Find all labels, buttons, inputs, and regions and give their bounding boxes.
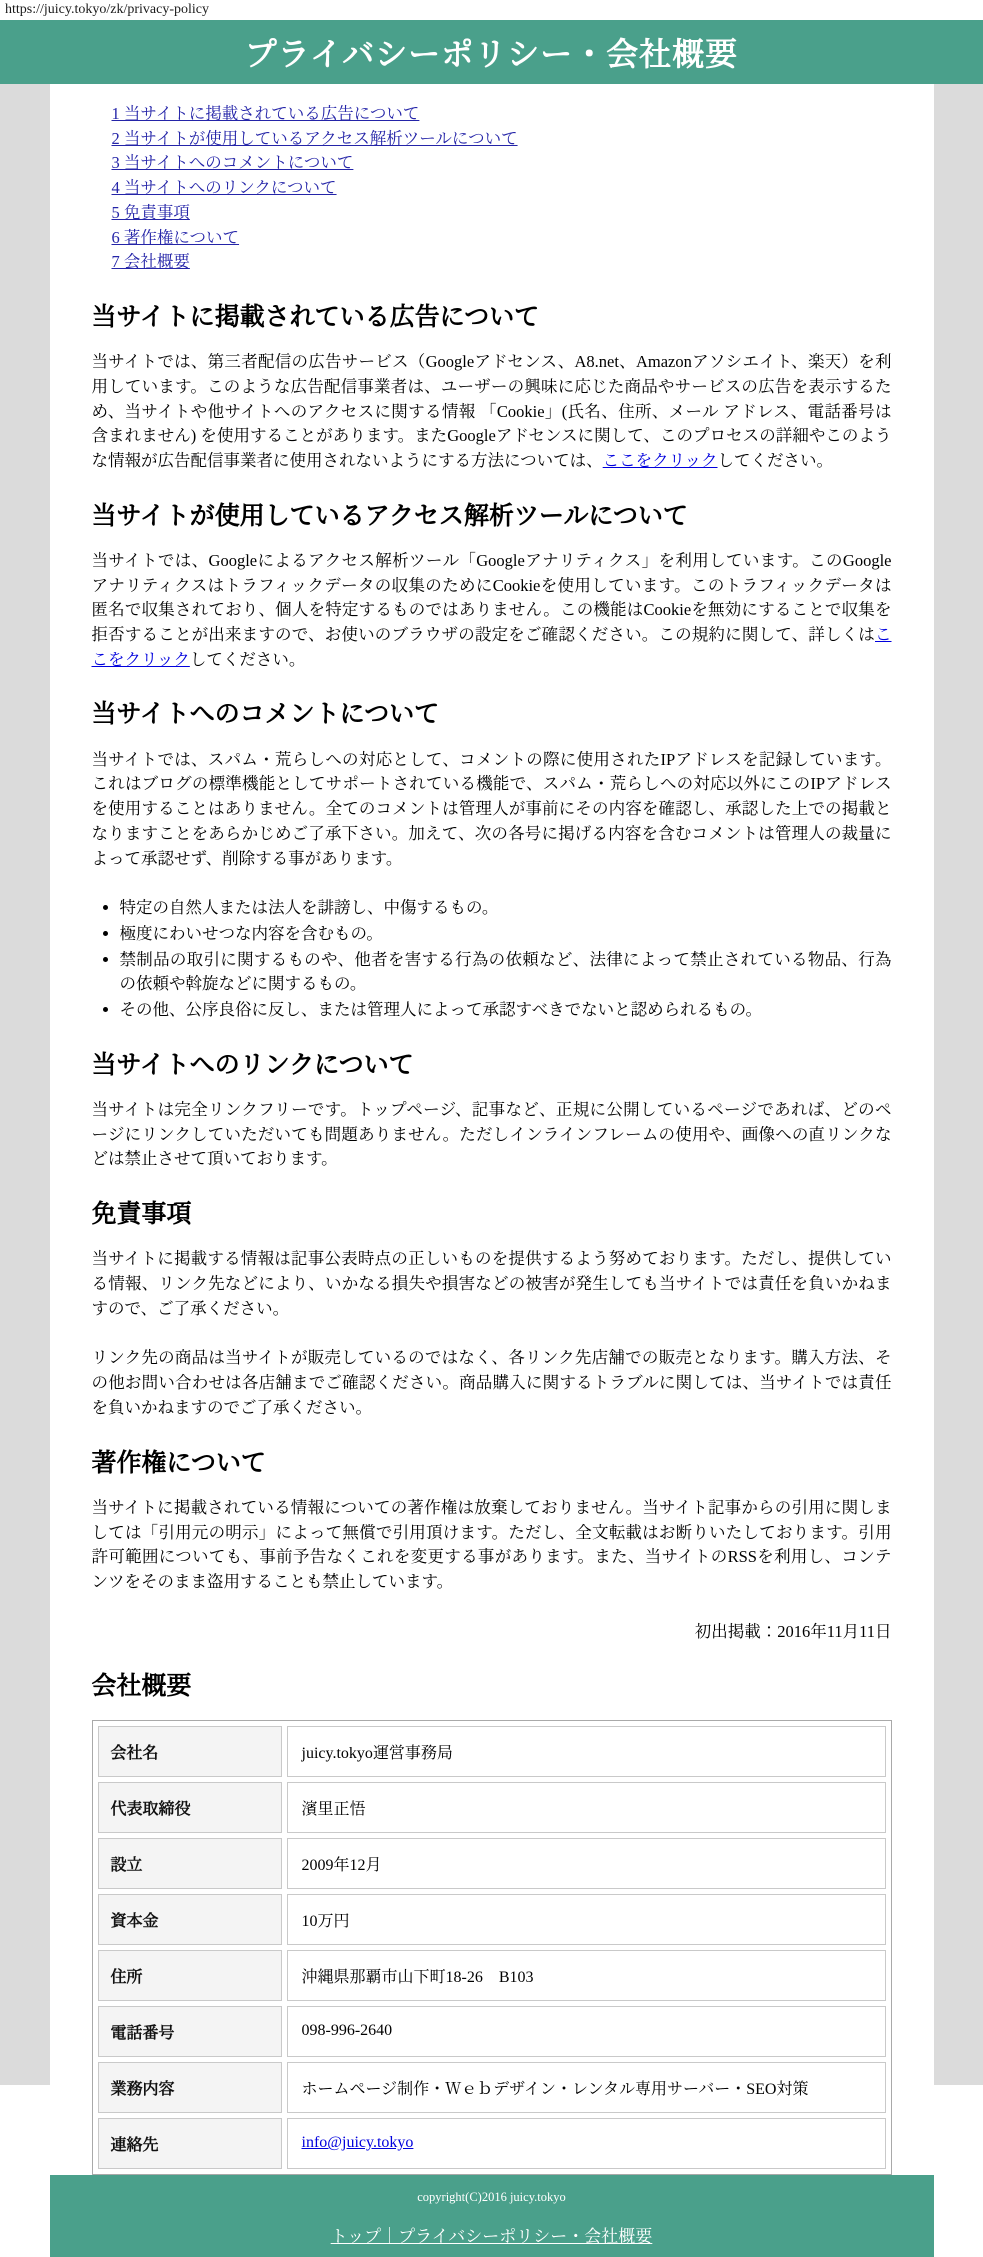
section-analytics-heading: 当サイトが使用しているアクセス解析ツールについて: [91, 501, 689, 530]
toc-link-analytics[interactable]: 2 当サイトが使用しているアクセス解析ツールについて: [111, 128, 518, 148]
toc-link-company[interactable]: 7 会社概要: [111, 252, 190, 272]
analytics-terms-link[interactable]: ここをクリック: [91, 625, 892, 669]
comment-rules-list: [92, 896, 892, 1023]
table-row: [98, 2118, 886, 2169]
company-contact-cell: [287, 2118, 886, 2169]
section-comments-heading: 当サイトへのコメントについて: [91, 700, 440, 729]
company-address-value: 沖縄県那覇市山下町18-26 B103: [287, 1950, 886, 2001]
section-analytics-body: [92, 549, 892, 673]
footer-nav: [50, 2222, 934, 2247]
company-info-table: [92, 1720, 892, 2175]
section-company-heading: 会社概要: [91, 1672, 192, 1701]
main-content: [50, 84, 934, 2175]
url-text: https://juicy.tokyo/zk/privacy-policy: [5, 2, 209, 17]
ads-optout-link[interactable]: ここをクリック: [602, 450, 718, 470]
table-row: [98, 1894, 886, 1945]
comment-rule-item: • 極度にわいせつな内容を含むもの。: [120, 922, 892, 947]
toc-link-links[interactable]: 4 当サイトへのリンクについて: [111, 178, 337, 198]
toc-link-comments[interactable]: 3 当サイトへのコメントについて: [111, 153, 354, 173]
company-name-value: juicy.tokyo運営事務局: [287, 1726, 886, 1777]
company-ceo-label: 代表取締役: [98, 1782, 282, 1833]
section-copyright: [92, 1448, 892, 1645]
comment-rule-item: • 禁制品の取引に関するものや、他者を害する行為の依頼など、法律によって禁止されている物品、行為の依頼や斡旋などに関するもの。: [120, 948, 892, 997]
table-row: [98, 1838, 886, 1889]
section-disclaimer: [92, 1199, 892, 1420]
company-founded-value: 2009年12月: [287, 1838, 886, 1889]
toc-link-copyright[interactable]: 6 著作権について: [111, 227, 240, 247]
company-capital-value: 10万円: [287, 1894, 886, 1945]
section-analytics: [92, 501, 892, 673]
section-copyright-body: 当サイトに掲載されている情報についての著作権は放棄しておりません。当サイト記事からの引用に関しましては「引用元の明示」によって無償で引用頂けます。ただし、全文転載はお断りいたしております。引用許可範囲についても、事前予告なくこれを変更する事があります。また、当サイトのRSSを利用し、コンテンツをそのまま盗用することも禁止しています。: [91, 1497, 892, 1591]
table-row: [98, 2062, 886, 2113]
company-name-label: 会社名: [98, 1726, 282, 1777]
footer-nav-link[interactable]: トップ｜プライバシーポリシー・会社概要: [330, 2226, 653, 2246]
page-wrapper: [50, 84, 934, 2246]
section-disclaimer-body1: 当サイトに掲載する情報は記事公表時点の正しいものを提供するよう努めております。ただし、提供している情報、リンク先などにより、いかなる損失や損害などの被害が発生しても当サイトでは責任を負いかねますので、ご了承ください。: [91, 1249, 892, 1318]
section-ads-body: [92, 350, 892, 474]
company-phone-label: 電話番号: [98, 2006, 282, 2057]
table-row: [98, 1726, 886, 1777]
company-phone-value: 098-996-2640: [287, 2006, 886, 2057]
url-bar: [0, 0, 983, 20]
company-services-value: ホームページ制作・Ｗｅｂデザイン・レンタル専用サーバー・SEO対策: [287, 2062, 886, 2113]
section-disclaimer-heading: 免責事項: [91, 1200, 192, 1229]
section-copyright-heading: 著作権について: [91, 1448, 267, 1477]
page-title: プライバシーポリシー・会社概要: [244, 36, 739, 72]
table-row: [98, 2006, 886, 2057]
site-header: [0, 20, 983, 84]
toc-link-ads[interactable]: 1 当サイトに掲載されている広告について: [111, 104, 420, 123]
section-analytics-text-after: してください。: [189, 649, 306, 669]
company-capital-label: 資本金: [98, 1894, 282, 1945]
table-row: [98, 1950, 886, 2001]
company-services-label: 業務内容: [98, 2062, 282, 2113]
section-ads: [92, 302, 892, 474]
toc-link-disclaimer[interactable]: 5 免責事項: [111, 202, 190, 222]
contact-email-link[interactable]: info@juicy.tokyo: [301, 2134, 414, 2152]
section-ads-heading: 当サイトに掲載されている広告について: [91, 302, 540, 331]
section-links: [92, 1050, 892, 1172]
footer-copyright: copyright(C)2016 juicy.tokyo: [417, 2189, 566, 2204]
table-row: [98, 1782, 886, 1833]
comment-rule-item: • 特定の自然人または法人を誹謗し、中傷するもの。: [120, 896, 892, 921]
section-ads-text: 当サイトでは、第三者配信の広告サービス（Googleアドセンス、A8.net、Amazonアソシエイト、楽天）を利用しています。このような広告配信事業者は、ユーザーの興味に応じた商品やサービスの広告を表示するため、当サイトや他サイトへのアクセスに関する情報 「Cookie」(氏名、住所、メール アドレス、電話番号は含まれません) を使用することがあります。またGoogleアドセンスに関して、このプロセスの詳細やこのような情報が広告配信事業者に使用されないようにする方法については、: [91, 352, 892, 470]
company-contact-label: 連絡先: [98, 2118, 282, 2169]
section-ads-text-after: してください。: [717, 450, 834, 470]
section-comments-body: 当サイトでは、スパム・荒らしへの対応として、コメントの際に使用されたIPアドレスを記録しています。これはブログの標準機能としてサポートされている機能で、スパム・荒らしへの対応以外にこのIPアドレスを使用することはありません。全てのコメントは管理人が事前にその内容を確認し、承認した上での掲載となりますことをあらかじめご了承下さい。加えて、次の各号に掲げる内容を含むコメントは管理人の裁量によって承認せず、削除する事があります。: [91, 749, 892, 868]
section-analytics-text: 当サイトでは、Googleによるアクセス解析ツール「Googleアナリティクス」を利用しています。このGoogleアナリティクスはトラフィックデータの収集のためにCookieを使用しています。このトラフィックデータは匿名で収集されており、個人を特定するものではありません。この機能はCookieを無効にすることで収集を拒否することが出来ますので、お使いのブラウザの設定をご確認ください。この規約に関して、詳しくは: [91, 550, 892, 645]
section-company: [92, 1671, 892, 2174]
table-of-contents: [112, 102, 892, 275]
section-disclaimer-body2: リンク先の商品は当サイトが販売しているのではなく、各リンク先店舗での販売となります。購入方法、その他お問い合わせは各店舗までご確認ください。商品購入に関するトラブルに関しては、当サイトでは責任を負いかねますのでご了承ください。: [91, 1348, 892, 1417]
section-links-body: 当サイトは完全リンクフリーです。トップページ、記事など、正規に公開しているページであれば、どのページにリンクしていただいても問題ありません。ただしインラインフレームの使用や、画像への直リンクなどは禁止させて頂いております。: [91, 1099, 892, 1169]
section-comments: [92, 699, 892, 1022]
company-address-label: 住所: [98, 1950, 282, 2001]
company-founded-label: 設立: [98, 1838, 282, 1889]
section-links-heading: 当サイトへのリンクについて: [91, 1050, 414, 1079]
first-published-date: 初出掲載：2016年11月11日: [694, 1621, 892, 1641]
comment-rule-item: • その他、公序良俗に反し、または管理人によって承認すべきでないと認められるもの。: [120, 998, 892, 1023]
site-footer: [50, 2175, 934, 2257]
company-ceo-value: 濱里正悟: [287, 1782, 886, 1833]
